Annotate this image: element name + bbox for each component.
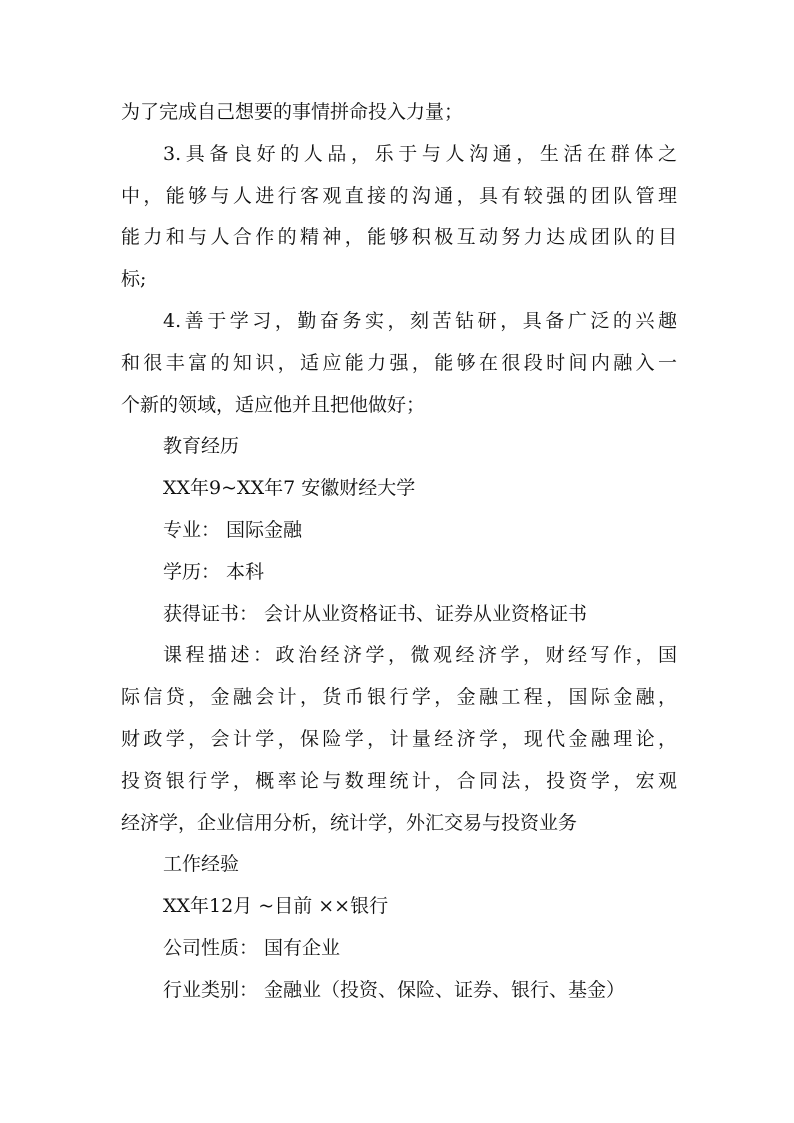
education-major: 专业： 国际金融 <box>163 518 303 541</box>
work-dates-employer: XX年12月 ~目前 ××银行 <box>163 895 389 918</box>
education-dates-school: XX年9~XX年7 安徽财经大学 <box>163 477 416 500</box>
course-description-line: 经济学，企业信用分析，统计学，外汇交易与投资业务 <box>121 811 578 834</box>
course-description-line: 财政学，会计学，保险学，计量经济学，现代金融理论， <box>121 727 677 750</box>
paragraph-line: 为了完成自己想要的事情拼命投入力量； <box>121 101 464 123</box>
education-degree: 学历： 本科 <box>163 560 265 583</box>
course-description-line: 投资银行学，概率论与数理统计，合同法，投资学，宏观 <box>121 769 677 792</box>
section-heading-education: 教育经历 <box>163 435 240 458</box>
paragraph-line: 3.具备良好的人品，乐于与人沟通，生活在群体之 <box>163 142 677 165</box>
paragraph-line: 个新的领域，适应他并且把他做好； <box>121 393 426 416</box>
course-description-line: 课程描述：政治经济学，微观经济学，财经写作，国 <box>163 644 677 667</box>
work-company-type: 公司性质： 国有企业 <box>163 936 341 959</box>
paragraph-line: 中，能够与人进行客观直接的沟通，具有较强的团队管理 <box>121 184 677 207</box>
course-description-line: 际信贷，金融会计，货币银行学，金融工程，国际金融， <box>121 686 677 709</box>
section-heading-work: 工作经验 <box>163 853 240 876</box>
work-industry: 行业类别： 金融业（投资、保险、证券、银行、基金） <box>163 978 626 1001</box>
paragraph-line: 标; <box>121 268 147 291</box>
resume-text-block <box>121 92 677 1012</box>
paragraph-line: 和很丰富的知识，适应能力强，能够在很段时间内融入一 <box>121 351 677 374</box>
paragraph-line: 能力和与人合作的精神，能够积极互动努力达成团队的目 <box>121 226 677 249</box>
paragraph-line: 4.善于学习，勤奋务实，刻苦钻研，具备广泛的兴趣 <box>163 309 677 332</box>
education-certificates: 获得证书： 会计从业资格证书、证券从业资格证书 <box>163 602 588 625</box>
